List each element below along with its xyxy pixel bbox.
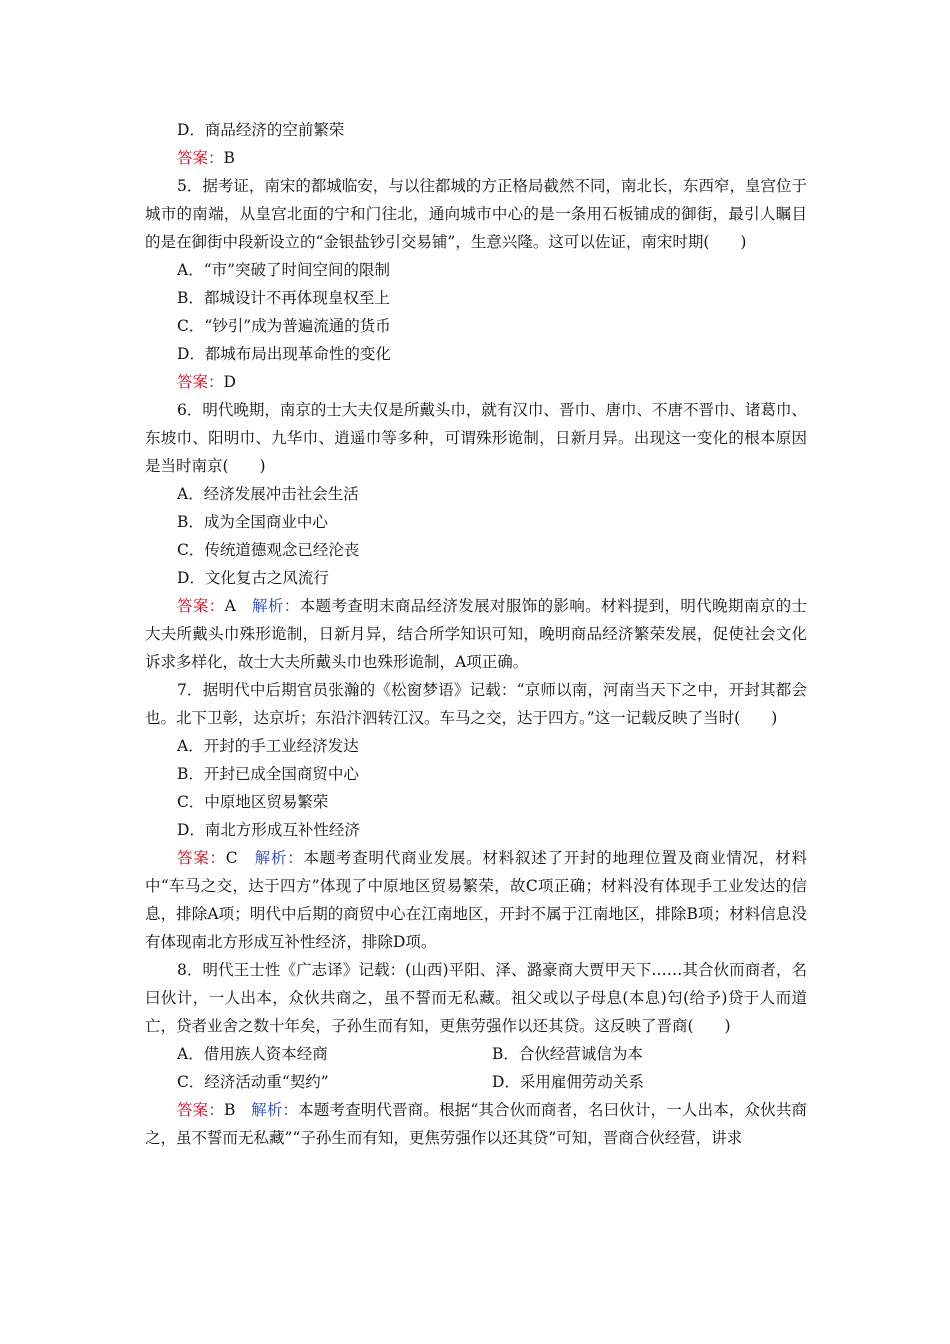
- explanation-text: 本题考查明代晋商。根据“其合伙而商者，名曰伙计，一人出本，众伙共商之，虽不誓而无私藏”“子孙生而有知，更焦劳强作以还其贷”可知，晋商合伙经营，讲求: [145, 1101, 807, 1147]
- answer-label: 答案：: [177, 849, 226, 867]
- q7-stem: 7．据明代中后期官员张瀚的《松窗梦语》记载：“京师以南，河南当天下之中，开封其都会也。北下卫彰，达京圻；东沿汴泗转江汉。车马之交，达于四方。”这一记载反映了当时( ): [145, 681, 807, 727]
- answer-value: A: [224, 597, 236, 615]
- q8-stem: 8．明代王士性《广志译》记载：(山西)平阳、泽、潞豪商大贾甲天下……其合伙而商者，名曰伙计，一人出本，众伙共商之，虽不誓而无私藏。祖父或以子母息(本息)匄(给予)贷于人而道亡，贷者业舍之数十年矣，子孙生而有知，更焦劳强作以还其贷。这反映了晋商( ): [145, 961, 807, 1035]
- answer-label: 答案：: [177, 597, 225, 615]
- answer-value: B: [223, 149, 235, 167]
- q7-option-b: B．开封已成全国商贸中心: [177, 765, 359, 783]
- explanation-text: 本题考查明代商业发展。材料叙述了开封的地理位置及商业情况，材料中“车马之交，达于四方”体现了中原地区贸易繁荣，故C项正确；材料没有体现手工业发达的信息，排除A项；明代中后期的商贸中心在江南地区，开封不属于江南地区，排除B项；材料信息没有体现南北方形成互补性经济，排除D项。: [145, 849, 807, 951]
- answer-value: B: [223, 1101, 236, 1119]
- answer-value: D: [223, 373, 236, 391]
- q5-answer: [145, 368, 807, 396]
- answer-label: 答案：: [177, 149, 224, 167]
- q8-answer-explanation: [145, 1096, 807, 1152]
- q7-option-a: A．开封的手工业经济发达: [177, 737, 359, 755]
- explanation-label: 解析：: [254, 849, 304, 867]
- q6-stem: 6．明代晚期，南京的士大夫仅是所戴头巾，就有汉巾、晋巾、唐巾、不唐不晋巾、诸葛巾、东坡巾、阳明巾、九华巾、逍遥巾等多种，可谓殊形诡制，日新月异。出现这一变化的根本原因是当时南京( ): [145, 401, 807, 475]
- q5-option-a: A．“市”突破了时间空间的限制: [177, 261, 391, 279]
- answer-label: 答案：: [177, 1101, 224, 1119]
- explanation-label: 解析：: [251, 1101, 299, 1119]
- q6-option-d: D．文化复古之风流行: [177, 569, 329, 587]
- question-content: [145, 116, 807, 1152]
- q5-option-d: D．都城布局出现革命性的变化: [177, 345, 391, 363]
- q8-options-row-2: [145, 1068, 807, 1096]
- q7-option-d: D．南北方形成互补性经济: [177, 821, 360, 839]
- q8-option-d: D．采用雇佣劳动关系: [492, 1073, 644, 1091]
- q5-option-b: B．都城设计不再体现皇权至上: [177, 289, 390, 307]
- q8-option-b: B．合伙经营诚信为本: [492, 1045, 643, 1063]
- q6-option-a: A．经济发展冲击社会生活: [177, 485, 359, 503]
- q5-option-c: C．“钞引”成为普遍流通的货币: [177, 317, 391, 335]
- answer-label: 答案：: [177, 373, 224, 391]
- q5-stem: 5．据考证，南宋的都城临安，与以往都城的方正格局截然不同，南北长，东西窄，皇宫位于城市的南端，从皇宫北面的宁和门往北，通向城市中心的是一条用石板铺成的御街，最引人瞩目的是在御街中段新设立的“金银盐钞引交易铺”，生意兴隆。这可以佐证，南宋时期( ): [145, 177, 807, 251]
- q8-option-a: A．借用族人资本经商: [177, 1045, 328, 1063]
- q7-answer-explanation: [145, 844, 807, 956]
- q6-option-c: C．传统道德观念已经沦丧: [177, 541, 360, 559]
- q8-options-row-1: [145, 1040, 807, 1068]
- q4-answer: [145, 144, 807, 172]
- q6-option-b: B．成为全国商业中心: [177, 513, 328, 531]
- explanation-text: 本题考查明末商品经济发展对服饰的影响。材料提到，明代晚期南京的士大夫所戴头巾殊形诡制，日新月异，结合所学知识可知，晚明商品经济繁荣发展，促使社会文化诉求多样化，故士大夫所戴头巾也殊形诡制，A项正确。: [145, 597, 807, 671]
- explanation-label: 解析：: [252, 597, 300, 615]
- q7-option-c: C．中原地区贸易繁荣: [177, 793, 329, 811]
- q8-option-c: C．经济活动重“契约”: [177, 1073, 329, 1091]
- q4-option-d: D．商品经济的空前繁荣: [177, 121, 345, 139]
- q6-answer-explanation: [145, 592, 807, 676]
- answer-value: C: [225, 849, 238, 867]
